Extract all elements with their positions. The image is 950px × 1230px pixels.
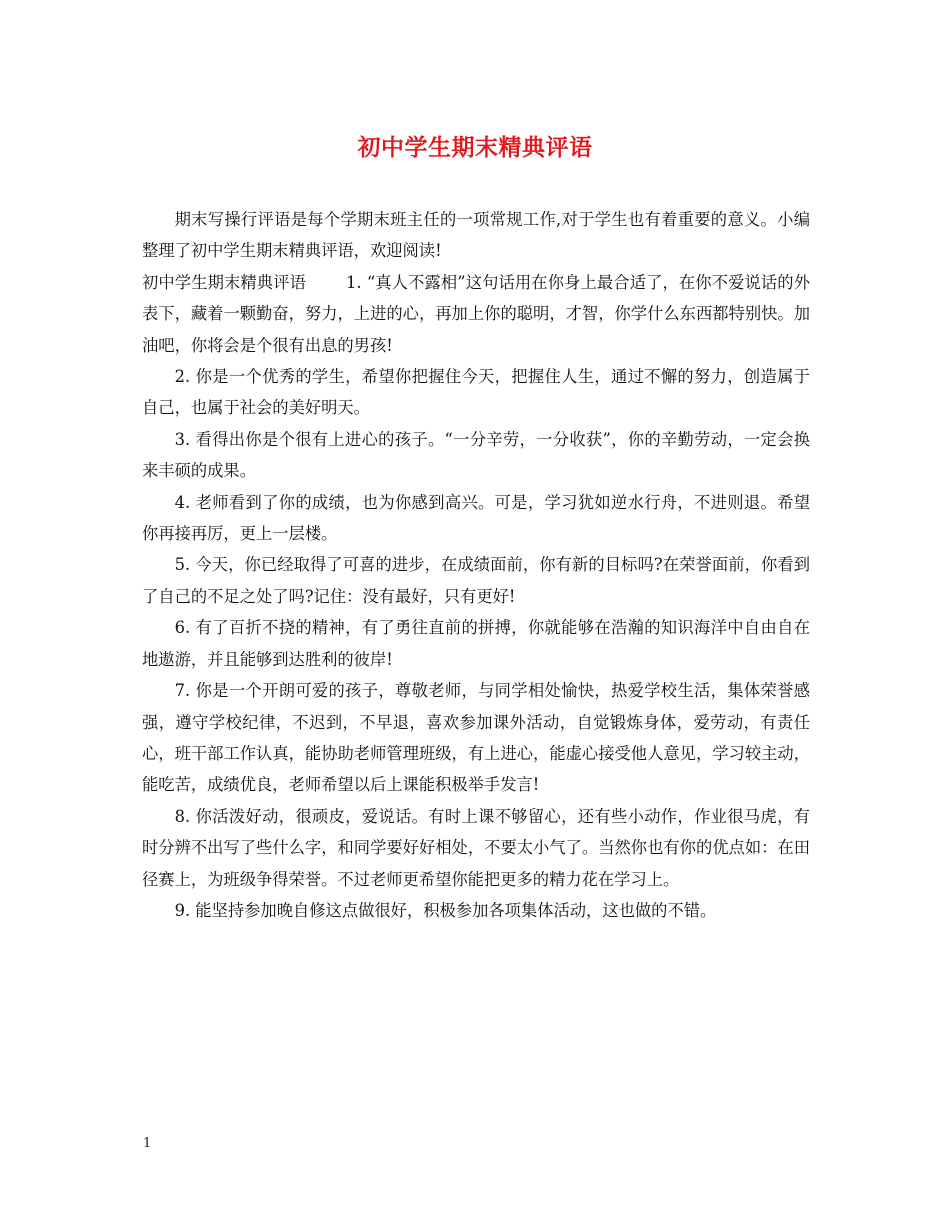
comment-item-2: 2. 你是一个优秀的学生，希望你把握住今天，把握住人生，通过不懈的努力，创造属于自己，也属于社会的美好明天。: [142, 367, 810, 418]
intro-paragraph: 期末写操行评语是每个学期末班主任的一项常规工作,对于学生也有着重要的意义。小编整理了初中学生期末精典评语，欢迎阅读!: [142, 210, 810, 261]
comment-item-8: 8. 你活泼好动，很顽皮，爱说话。有时上课不够留心，还有些小动作，作业很马虎，有时分辨不出写了些什么字，和同学要好好相处，不要太小气了。当然你也有你的优点如：在田径赛上，为班级争得荣誉。不过老师更希望你能把更多的精力花在学习上。: [142, 806, 810, 889]
document-body: [142, 204, 810, 926]
comment-item-7: 7. 你是一个开朗可爱的孩子，尊敬老师，与同学相处愉快，热爱学校生活，集体荣誉感强，遵守学校纪律，不迟到，不早退，喜欢参加课外活动，自觉锻炼身体，爱劳动，有责任心，班干部工作认真，能协助老师管理班级，有上进心，能虚心接受他人意见，学习较主动，能吃苦，成绩优良，老师希望以后上课能积极举手发言!: [142, 681, 810, 795]
comment-item-1: 1. “真人不露相”这句话用在你身上最合适了，在你不爱说话的外表下，藏着一颗勤奋，努力，上进的心，再加上你的聪明，才智，你学什么东西都特别快。加油吧，你将会是个很有出息的男孩!: [142, 272, 810, 355]
section-heading: 初中学生期末精典评语: [142, 272, 306, 292]
comment-item-4: 4. 老师看到了你的成绩，也为你感到高兴。可是，学习犹如逆水行舟，不进则退。希望你再接再厉，更上一层楼。: [142, 492, 810, 544]
page-number: 1: [143, 1136, 152, 1151]
comment-item-5: 5. 今天，你已经取得了可喜的进步，在成绩面前，你有新的目标吗?在荣誉面前，你看到了自己的不足之处了吗?记住：没有最好，只有更好!: [142, 555, 810, 606]
first-comment-paragraph: [142, 267, 810, 361]
comment-item-6: 6. 有了百折不挠的精神，有了勇往直前的拼搏，你就能够在浩瀚的知识海洋中自由自在地遨游，并且能够到达胜利的彼岸!: [142, 618, 810, 669]
document-title: 初中学生期末精典评语: [357, 134, 593, 161]
comment-item-3: 3. 看得出你是个很有上进心的孩子。“一分辛劳，一分收获”，你的辛勤劳动，一定会换来丰硕的成果。: [142, 429, 810, 481]
comment-item-9: 9. 能坚持参加晚自修这点做很好，积极参加各项集体活动，这也做的不错。: [174, 900, 717, 920]
